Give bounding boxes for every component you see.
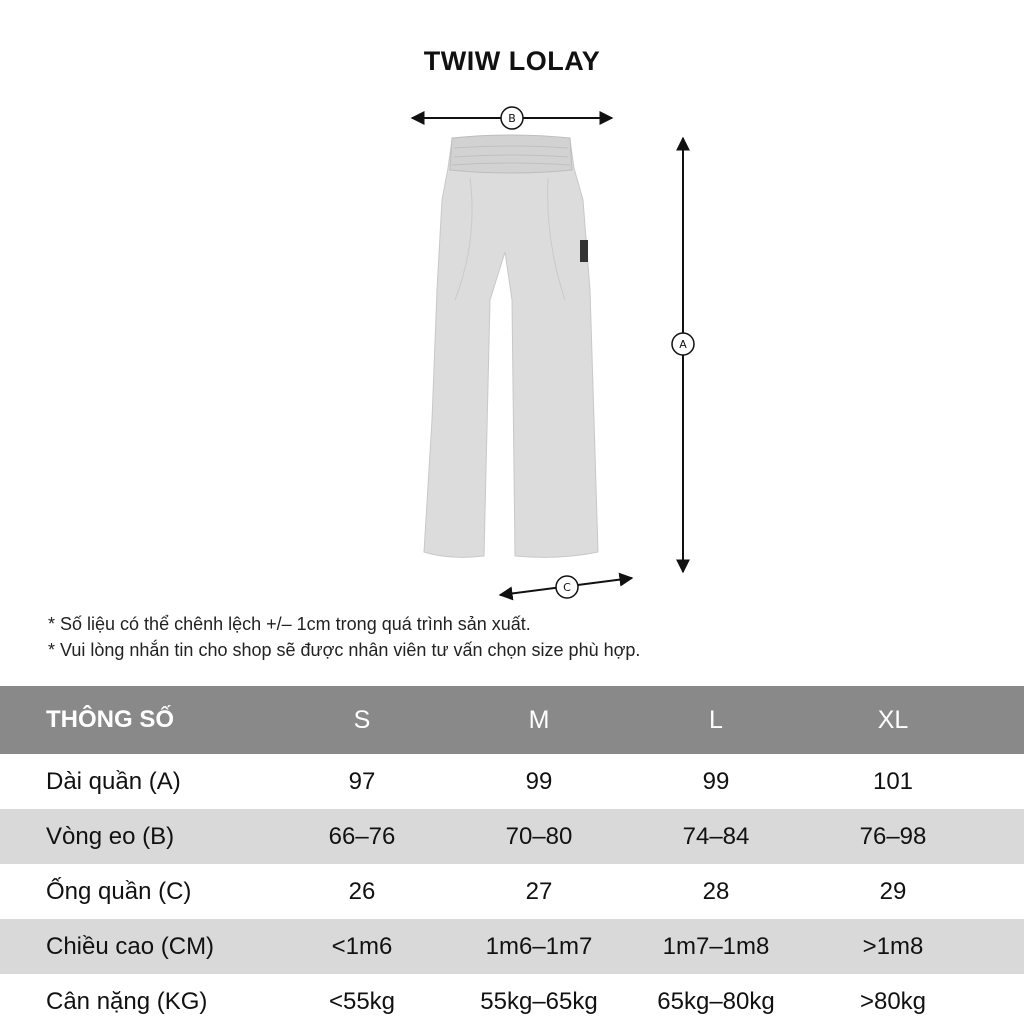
cell-l: 1m7–1m8 <box>662 932 770 960</box>
header-size-s: S <box>353 705 371 734</box>
brand-tag-icon <box>580 240 588 262</box>
cell-l: 28 <box>702 877 730 905</box>
pants-illustration <box>424 135 598 557</box>
table-row <box>0 974 1024 1029</box>
header-size-l: L <box>709 705 723 734</box>
cell-xl: 29 <box>879 877 907 905</box>
table-row <box>0 809 1024 864</box>
cell-s: <55kg <box>328 987 396 1015</box>
cell-l: 74–84 <box>682 822 750 850</box>
label-a: A <box>679 338 687 351</box>
cell-m: 70–80 <box>505 822 573 850</box>
cell-m: 55kg–65kg <box>480 987 598 1015</box>
row-label: Ống quần (C) <box>46 877 192 905</box>
cell-xl: >80kg <box>859 987 927 1015</box>
cell-m: 27 <box>525 877 553 905</box>
label-c: C <box>563 581 571 594</box>
note-contact: * Vui lòng nhắn tin cho shop sẽ được nhân viên tư vấn chọn size phù hợp. <box>48 640 641 660</box>
notes <box>48 611 640 663</box>
size-table <box>0 686 1024 1029</box>
header-size-m: M <box>528 705 550 734</box>
header-size-xl: XL <box>877 705 909 734</box>
note-tolerance: * Số liệu có thể chênh lệch +/– 1cm trong quá trình sản xuất. <box>48 614 531 634</box>
cell-m: 99 <box>525 767 553 795</box>
cell-xl: 76–98 <box>859 822 927 850</box>
cell-xl: >1m8 <box>862 932 924 960</box>
table-row <box>0 754 1024 809</box>
cell-l: 99 <box>702 767 730 795</box>
row-label: Chiều cao (CM) <box>46 932 215 960</box>
table-row <box>0 919 1024 974</box>
row-label: Vòng eo (B) <box>46 822 175 850</box>
table-header <box>0 686 1024 754</box>
cell-xl: 101 <box>872 767 914 795</box>
cell-s: 66–76 <box>328 822 396 850</box>
cell-s: 97 <box>348 767 376 795</box>
cell-s: <1m6 <box>331 932 393 960</box>
cell-s: 26 <box>348 877 376 905</box>
table-row <box>0 864 1024 919</box>
header-spec: THÔNG SỐ <box>46 706 175 733</box>
label-b: B <box>508 112 516 125</box>
cell-l: 65kg–80kg <box>657 987 775 1015</box>
page-title: TWIW LOLAY <box>423 46 601 76</box>
row-label: Cân nặng (KG) <box>46 987 208 1015</box>
cell-m: 1m6–1m7 <box>485 932 593 960</box>
row-label: Dài quần (A) <box>46 767 181 795</box>
